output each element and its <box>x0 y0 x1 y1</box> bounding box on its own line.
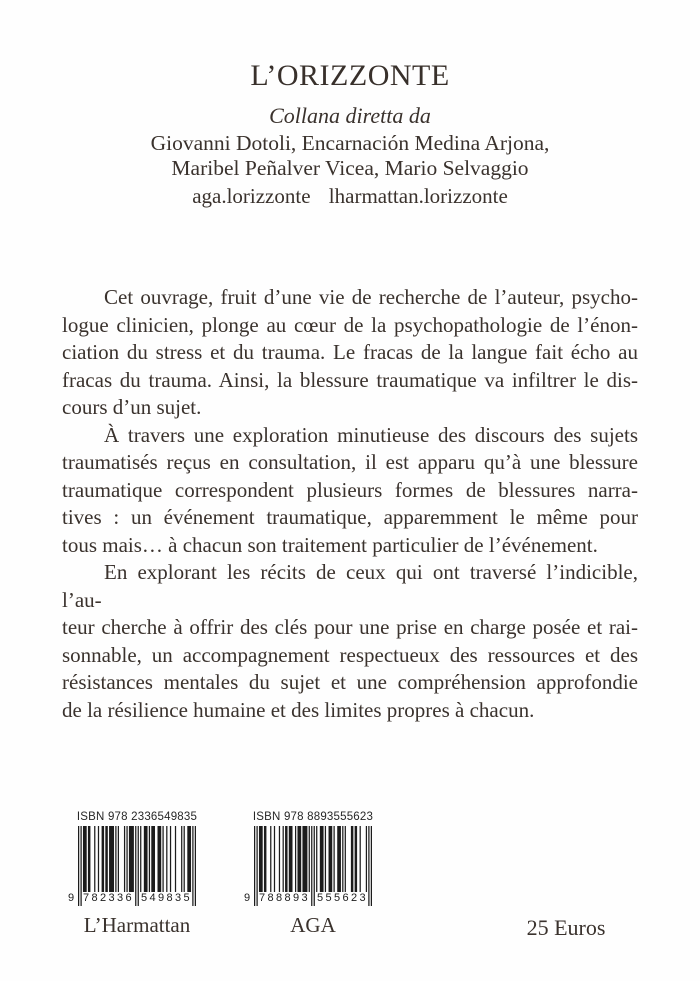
price-label: 25 Euros <box>526 915 606 940</box>
collection-sites <box>0 184 700 209</box>
site-lharmattan-lorizzonte: lharmattan.lorizzonte <box>328 184 508 208</box>
barcode-lead-digit: 9 <box>68 892 75 904</box>
isbn-label: ISBN 978 8893555623 <box>252 811 374 823</box>
barcode-block-aga <box>244 811 376 938</box>
barcode-digits-right: 549835 <box>140 892 193 904</box>
blurb-line: cours d’un sujet. <box>62 395 202 419</box>
barcode-digits-right: 555623 <box>316 892 369 904</box>
blurb-line: ciation du stress et du trauma. Le fracas de la langue fait écho au <box>62 340 638 364</box>
blurb-line: Cet ouvrage, fruit d’une vie de recherche de l’auteur, psycho- <box>104 285 638 309</box>
barcode-block-harmattan <box>68 811 200 938</box>
directors-line-1: Giovanni Dotoli, Encarnación Medina Arjona, <box>150 131 550 155</box>
collection-title: L’ORIZZONTE <box>250 59 450 92</box>
site-aga-lorizzonte: aga.lorizzonte <box>192 184 311 208</box>
barcode-lead-digit: 9 <box>244 892 251 904</box>
blurb-line: teur cherche à offrir des clés pour une prise en charge posée et rai- <box>62 615 638 639</box>
barcode-digits-left: 782336 <box>82 892 135 904</box>
blurb-line: fracas du trauma. Ainsi, la blessure traumatique va infiltrer le dis- <box>62 367 638 392</box>
publisher-label: AGA <box>290 913 336 937</box>
blurb-line: traumatisés reçus en consultation, il est apparu qu’à une blessure <box>62 450 638 474</box>
back-cover-text <box>62 284 638 724</box>
blurb-line: À travers une exploration minutieuse des discours des sujets <box>104 422 638 447</box>
directors-line-2: Maribel Peñalver Vicea, Mario Selvaggio <box>171 156 529 180</box>
blurb-line: traumatique correspondent plusieurs formes de blessures narra- <box>62 477 638 502</box>
blurb-line: tous mais… à chacun son traitement particulier de l’événement. <box>62 532 598 557</box>
collection-subtitle: Collana diretta da <box>269 103 431 128</box>
barcode-area <box>244 826 372 906</box>
blurb-line: En explorant les récits de ceux qui ont traversé l’indicible, l’au- <box>62 560 638 612</box>
blurb-line: logue clinicien, plonge au cœur de la psychopathologie de l’énon- <box>62 312 638 337</box>
barcode-area <box>68 826 196 906</box>
blurb-line: tives : un événement traumatique, apparemment le même pour <box>62 505 638 529</box>
publisher-label: L’Harmattan <box>83 913 191 937</box>
barcode-digits-left: 788893 <box>258 892 311 904</box>
isbn-label: ISBN 978 2336549835 <box>76 811 198 823</box>
blurb-line: de la résilience humaine et des limites propres à chacun. <box>62 697 535 722</box>
blurb-line: résistances mentales du sujet et une compréhension approfondie <box>62 670 638 694</box>
blurb-line: sonnable, un accompagnement respectueux des ressources et des <box>62 642 638 667</box>
